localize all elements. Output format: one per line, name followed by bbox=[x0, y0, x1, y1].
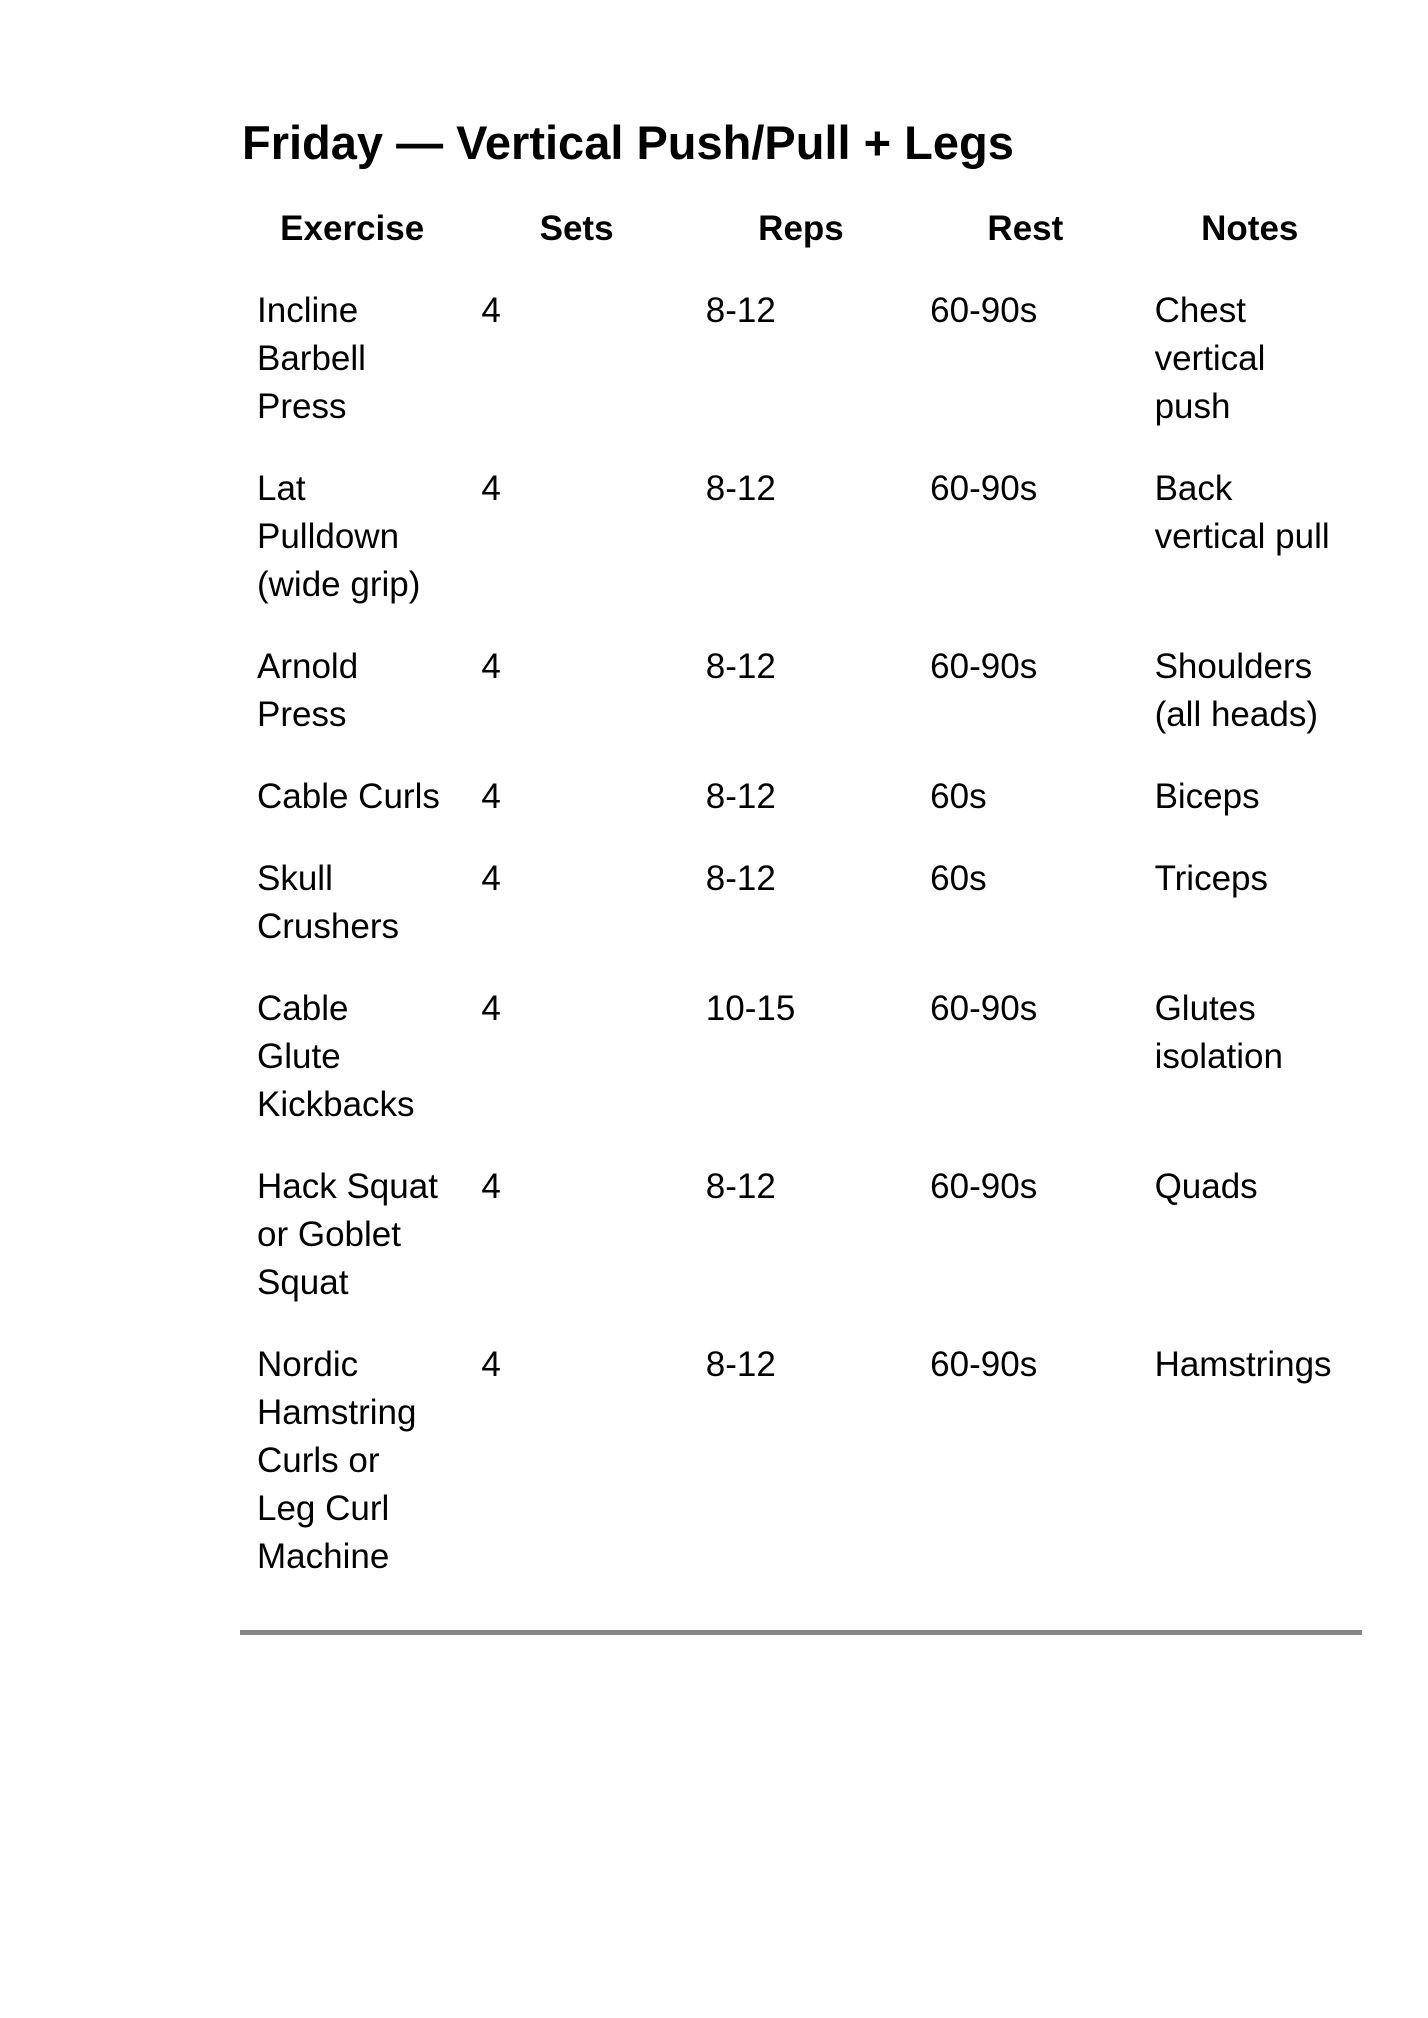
cell-line: Lat bbox=[257, 469, 306, 508]
cell-line: (wide grip) bbox=[257, 565, 421, 604]
table-row bbox=[240, 838, 1362, 968]
column-header-sets: Sets bbox=[539, 209, 614, 248]
table-row bbox=[240, 448, 1362, 626]
cell-line: 8-12 bbox=[705, 777, 776, 816]
cell-reps bbox=[689, 756, 913, 838]
cell-line: 60-90s bbox=[930, 469, 1038, 508]
table-row bbox=[240, 626, 1362, 756]
column-header-exercise: Exercise bbox=[280, 209, 425, 248]
cell-notes bbox=[1138, 270, 1362, 448]
cell-line: 8-12 bbox=[705, 469, 776, 508]
cell-line: 8-12 bbox=[705, 859, 776, 898]
cell-line: Chest bbox=[1154, 291, 1246, 330]
cell-notes bbox=[1138, 1324, 1362, 1598]
cell-line: 60-90s bbox=[930, 989, 1038, 1028]
cell-exercise bbox=[240, 448, 464, 626]
cell-line: 4 bbox=[481, 1167, 501, 1206]
cell-rest bbox=[913, 1146, 1137, 1324]
cell-rest bbox=[913, 756, 1137, 838]
cell-reps bbox=[689, 968, 913, 1146]
cell-line: Incline bbox=[257, 291, 359, 330]
cell-exercise bbox=[240, 968, 464, 1146]
cell-rest bbox=[913, 626, 1137, 756]
cell-line: Barbell bbox=[257, 339, 366, 378]
table-header bbox=[240, 205, 1362, 270]
cell-line: Nordic bbox=[257, 1345, 359, 1384]
cell-line: 4 bbox=[481, 777, 501, 816]
cell-sets bbox=[464, 626, 688, 756]
table-row bbox=[240, 1324, 1362, 1598]
cell-line: Squat bbox=[257, 1263, 349, 1302]
table-body bbox=[240, 270, 1362, 1598]
cell-line: Cable Curls bbox=[257, 777, 440, 816]
cell-line: 60-90s bbox=[930, 1345, 1038, 1384]
cell-line: Quads bbox=[1154, 1167, 1258, 1206]
page-title: Friday — Vertical Push/Pull + Legs bbox=[242, 116, 1014, 169]
cell-notes bbox=[1138, 1146, 1362, 1324]
cell-line: 4 bbox=[481, 989, 501, 1028]
cell-line: Triceps bbox=[1154, 859, 1269, 898]
cell-rest bbox=[913, 1324, 1137, 1598]
cell-line: push bbox=[1154, 387, 1231, 426]
cell-line: 8-12 bbox=[705, 1345, 776, 1384]
cell-line: 60-90s bbox=[930, 1167, 1038, 1206]
cell-line: Cable bbox=[257, 989, 349, 1028]
cell-line: Press bbox=[257, 387, 347, 426]
workout-table bbox=[240, 205, 1362, 1598]
cell-line: Glutes bbox=[1154, 989, 1256, 1028]
cell-reps bbox=[689, 270, 913, 448]
cell-line: Shoulders bbox=[1154, 647, 1313, 686]
cell-line: 60-90s bbox=[930, 647, 1038, 686]
table-row bbox=[240, 270, 1362, 448]
cell-line: vertical pull bbox=[1154, 517, 1330, 556]
cell-line: 60-90s bbox=[930, 291, 1038, 330]
column-header-notes: Notes bbox=[1201, 209, 1299, 248]
cell-exercise bbox=[240, 626, 464, 756]
cell-sets bbox=[464, 448, 688, 626]
cell-rest bbox=[913, 968, 1137, 1146]
cell-notes bbox=[1138, 968, 1362, 1146]
cell-line: 4 bbox=[481, 291, 501, 330]
cell-line: or Goblet bbox=[257, 1215, 401, 1254]
cell-sets bbox=[464, 968, 688, 1146]
column-header-rest: Rest bbox=[987, 209, 1064, 248]
cell-rest bbox=[913, 838, 1137, 968]
cell-rest bbox=[913, 448, 1137, 626]
cell-line: Leg Curl bbox=[257, 1489, 390, 1528]
cell-exercise bbox=[240, 270, 464, 448]
cell-line: Machine bbox=[257, 1537, 390, 1576]
cell-line: 8-12 bbox=[705, 1167, 776, 1206]
cell-reps bbox=[689, 626, 913, 756]
cell-reps bbox=[689, 1324, 913, 1598]
cell-notes bbox=[1138, 838, 1362, 968]
table-row bbox=[240, 756, 1362, 838]
cell-line: Biceps bbox=[1154, 777, 1260, 816]
cell-line: vertical bbox=[1154, 339, 1266, 378]
cell-line: Back bbox=[1154, 469, 1233, 508]
cell-line: Skull bbox=[257, 859, 333, 898]
cell-line: 8-12 bbox=[705, 647, 776, 686]
cell-sets bbox=[464, 838, 688, 968]
cell-line: Crushers bbox=[257, 907, 399, 946]
cell-notes bbox=[1138, 756, 1362, 838]
cell-line: Press bbox=[257, 695, 347, 734]
table-header-row bbox=[240, 205, 1362, 270]
cell-sets bbox=[464, 1146, 688, 1324]
cell-rest bbox=[913, 270, 1137, 448]
cell-line: 4 bbox=[481, 859, 501, 898]
cell-exercise bbox=[240, 1324, 464, 1598]
cell-line: Hamstring bbox=[257, 1393, 417, 1432]
cell-line: Glute bbox=[257, 1037, 341, 1076]
cell-line: Pulldown bbox=[257, 517, 400, 556]
bottom-divider bbox=[240, 1630, 1362, 1635]
cell-reps bbox=[689, 448, 913, 626]
cell-line: 4 bbox=[481, 647, 501, 686]
cell-line: Hack Squat bbox=[257, 1167, 438, 1206]
cell-line: isolation bbox=[1154, 1037, 1283, 1076]
table-row bbox=[240, 1146, 1362, 1324]
cell-exercise bbox=[240, 838, 464, 968]
cell-sets bbox=[464, 756, 688, 838]
cell-line: 60s bbox=[930, 777, 987, 816]
cell-reps bbox=[689, 838, 913, 968]
cell-notes bbox=[1138, 626, 1362, 756]
cell-reps bbox=[689, 1146, 913, 1324]
cell-line: 10-15 bbox=[705, 989, 796, 1028]
cell-line: 4 bbox=[481, 1345, 501, 1384]
cell-line: (all heads) bbox=[1154, 695, 1318, 734]
cell-line: 8-12 bbox=[705, 291, 776, 330]
cell-exercise bbox=[240, 756, 464, 838]
cell-line: 4 bbox=[481, 469, 501, 508]
column-header-reps: Reps bbox=[758, 209, 844, 248]
cell-notes bbox=[1138, 448, 1362, 626]
table-row bbox=[240, 968, 1362, 1146]
cell-line: Arnold bbox=[257, 647, 359, 686]
cell-line: Hamstrings bbox=[1154, 1345, 1332, 1384]
cell-line: Curls or bbox=[257, 1441, 380, 1480]
cell-sets bbox=[464, 1324, 688, 1598]
cell-sets bbox=[464, 270, 688, 448]
cell-exercise bbox=[240, 1146, 464, 1324]
cell-line: Kickbacks bbox=[257, 1085, 415, 1124]
cell-line: 60s bbox=[930, 859, 987, 898]
